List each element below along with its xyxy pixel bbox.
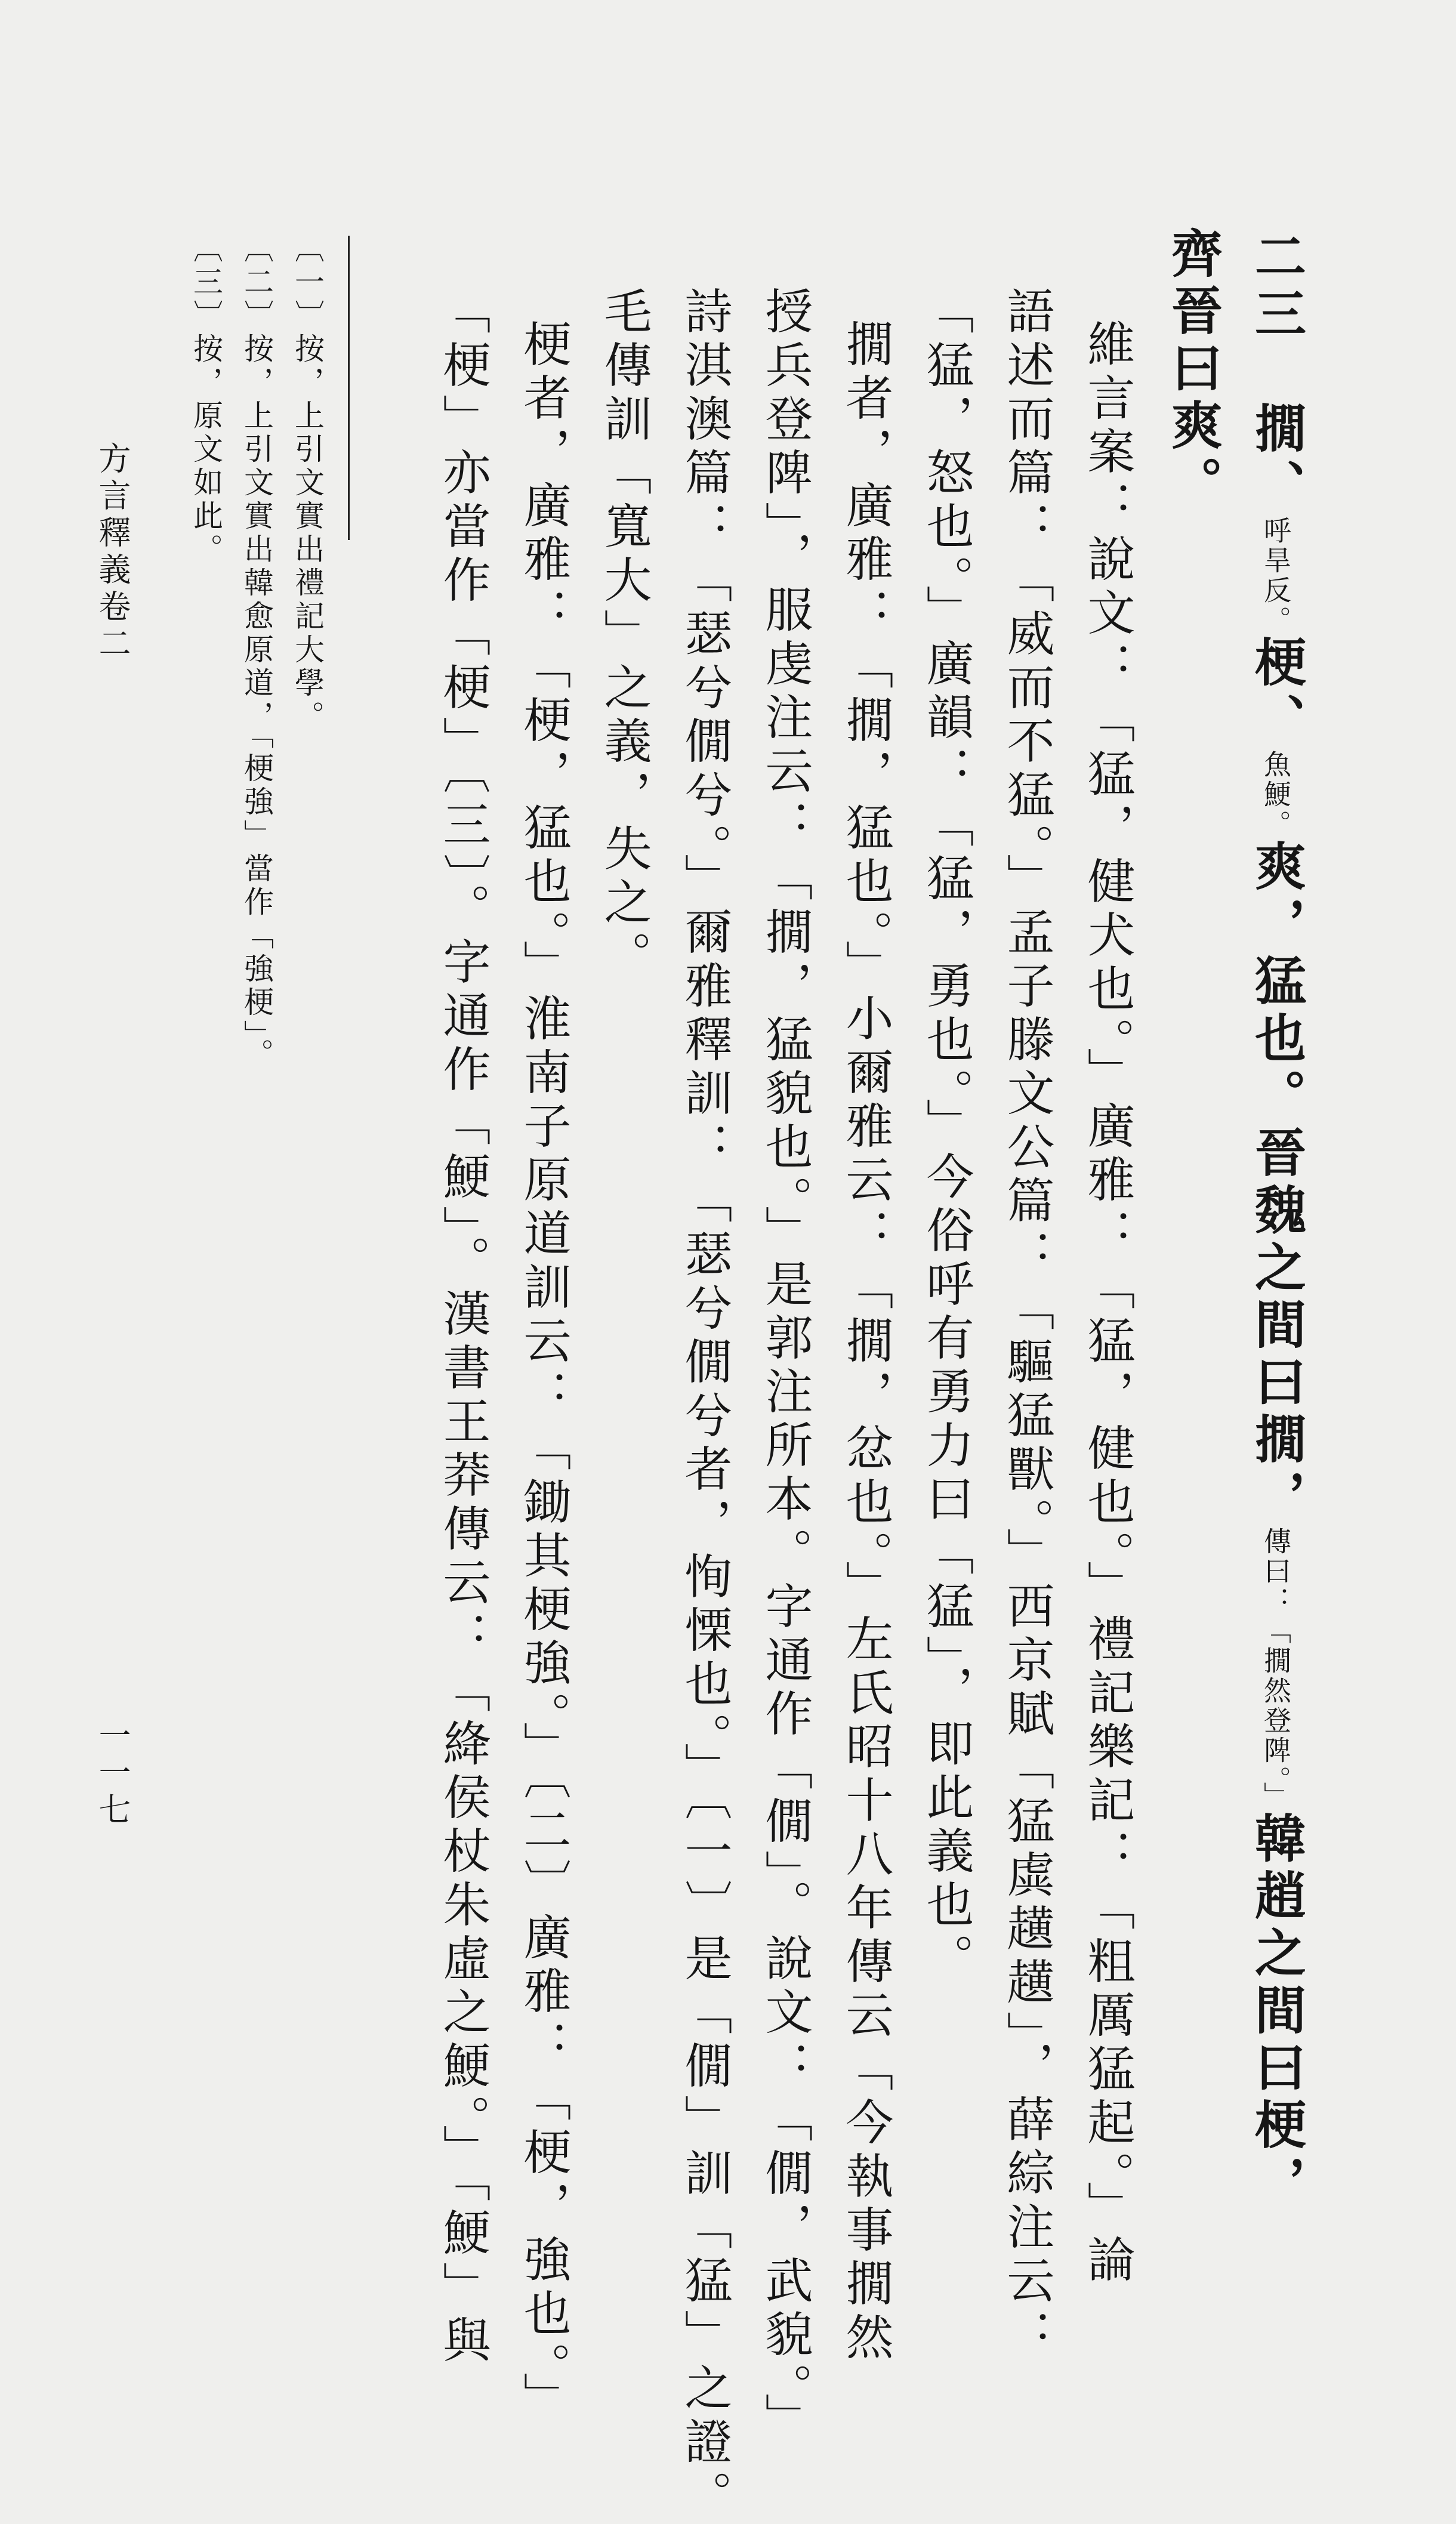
- body-line-2: 語述而篇：「威而不猛。」孟子滕文公篇：「驅猛獸。」西京賦「猛虡趪趪」，薛綜注云：: [999, 286, 1054, 2363]
- entry-head: 二三 撊、: [1246, 230, 1306, 516]
- entry-head: 韓趙之間曰梗，: [1246, 1812, 1306, 2213]
- body-line-4: 撊者，廣雅：「撊，猛也。」小爾雅云：「撊，忿也。」左氏昭十八年傳云「今執事撊然: [838, 319, 893, 2366]
- body-line-3: 「猛，怒也。」廣韻：「猛，勇也。」今俗呼有勇力曰「猛」，即此義也。: [918, 286, 974, 1987]
- entry-note: 呼旱反。: [1260, 516, 1292, 635]
- entry-head: 爽，猛也。晉魏之間曰撊，: [1246, 840, 1306, 1527]
- body-line-1: 維言案：說文：「猛，健犬也。」廣雅：「猛，健也。」禮記樂記：「粗厲猛起。」論: [1079, 319, 1135, 2288]
- entry-note: 魚鯁。: [1260, 750, 1292, 840]
- footnote-3: 〔三〕按，原文如此。: [189, 233, 223, 567]
- body-line-9: 「梗」亦當作「梗」〔三〕。字通作「鯁」。漢書王莽傳云：「絳侯杖朱虛之鯁。」「鯁」與: [435, 286, 491, 2369]
- footnote-1: 〔一〕按，上引文實出禮記大學。: [290, 233, 325, 734]
- body-line-6: 詩淇澳篇：「瑟兮僩兮。」爾雅釋訓：「瑟兮僩兮者，恂慄也。」〔一〕是「僩」訓「猛」之證。: [677, 286, 732, 2524]
- running-head: 方言釋義卷二: [94, 442, 131, 664]
- entry-line-1: [1246, 230, 1306, 2213]
- body-line-5: 授兵登陴」，服虔注云：「撊，猛貌也。」是郭注所本。字通作「僩」。說文：「僩，武貌。」: [757, 286, 813, 2446]
- footnote-2: 〔二〕按，上引文實出韓愈原道，「梗強」當作「強梗」。: [239, 233, 274, 1072]
- page-number: 一一七: [94, 1718, 131, 1829]
- footnote-rule: [348, 236, 350, 540]
- entry-note: 傳曰：「撊然登陴。」: [1260, 1527, 1292, 1812]
- entry-head: 梗、: [1246, 635, 1306, 750]
- body-line-8: 梗者，廣雅：「梗，猛也。」淮南子原道訓云：「鋤其梗強。」〔二〕廣雅：「梗，強也。」: [516, 319, 571, 2426]
- body-line-7: 毛傳訓「寬大」之義，失之。: [596, 286, 652, 985]
- entry-line-2: 齊晉曰爽。: [1162, 227, 1223, 513]
